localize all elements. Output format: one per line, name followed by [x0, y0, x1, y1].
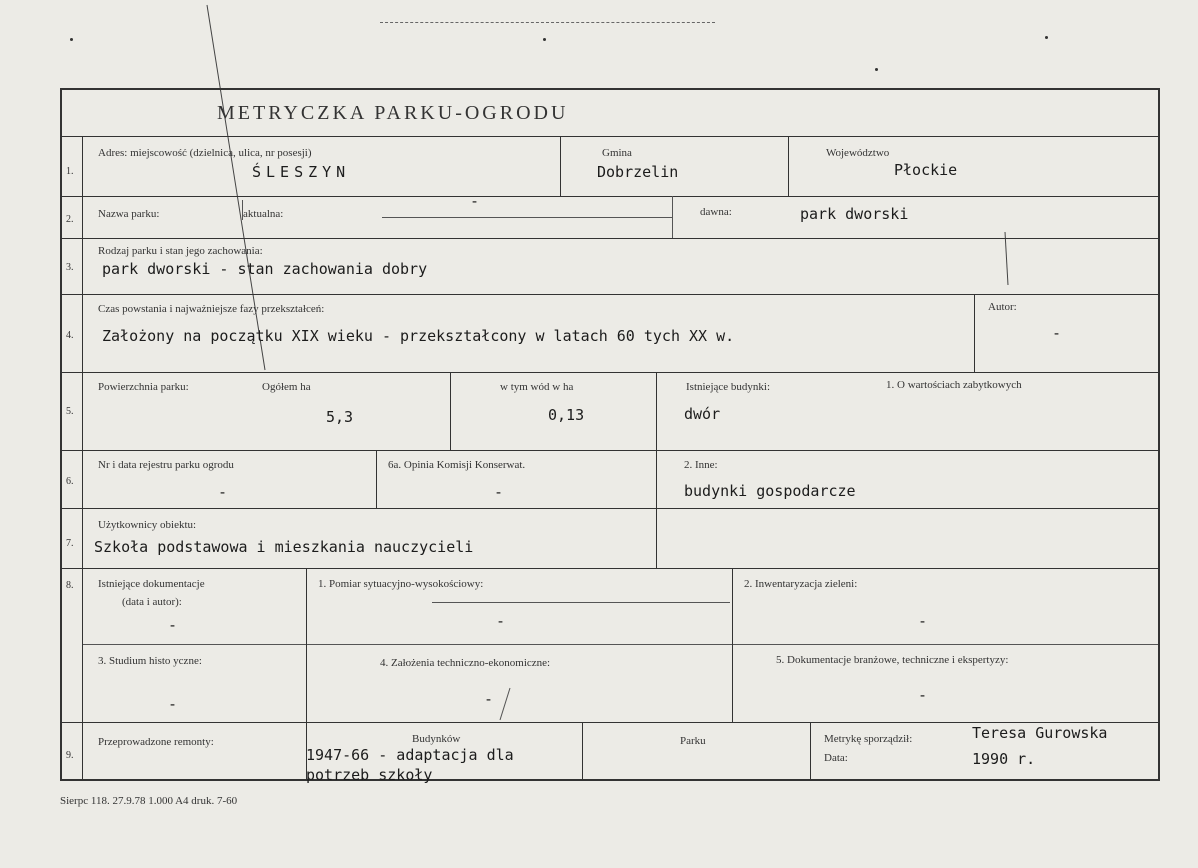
voivodeship-label: Województwo	[826, 147, 890, 159]
row-number: 4.	[66, 330, 74, 341]
voivodeship-value: Płockie	[894, 161, 958, 179]
monuments-label: 1. O wartościach zabytkowych	[886, 379, 1022, 391]
row-divider	[62, 450, 1158, 451]
register-label: Nr i data rejestru parku ogrodu	[98, 459, 234, 471]
row-number: 6.	[66, 476, 74, 487]
cell-divider	[974, 294, 975, 372]
row-number: 3.	[66, 262, 74, 273]
repairs-label: Przeprowadzone remonty:	[98, 736, 214, 748]
current-name-label: aktualna:	[243, 208, 284, 220]
row-number: 8.	[66, 580, 74, 591]
author-label: Autor:	[988, 301, 1017, 313]
former-name-value: park dworski	[800, 205, 909, 223]
row-divider	[82, 644, 1158, 645]
park-area-label: Powierzchnia parku:	[98, 381, 189, 393]
park-type-label: Rodzaj parku i stan jego zachowania:	[98, 245, 263, 257]
row-number: 2.	[66, 214, 74, 225]
row-divider	[62, 294, 1158, 295]
total-area-label: Ogółem ha	[262, 381, 311, 393]
gmina-value: Dobrzelin	[597, 163, 679, 181]
park-repairs-label: Parku	[680, 735, 706, 747]
gmina-label: Gmina	[602, 147, 632, 159]
address-label: Adres: miejscowość (dzielnica, ulica, nr posesji)	[98, 147, 312, 159]
cell-divider	[376, 450, 377, 508]
opinion-label: 6a. Opinia Komisji Konserwat.	[388, 459, 526, 471]
buildings-repairs-value: 1947-66 - adaptacja dla	[306, 746, 514, 764]
register-value: -	[218, 483, 228, 501]
cell-divider	[732, 568, 733, 722]
row-number: 1.	[66, 166, 74, 177]
row-number: 7.	[66, 538, 74, 549]
users-label: Użytkownicy obiektu:	[98, 519, 197, 531]
assumptions-value: -	[484, 690, 494, 708]
opinion-value: -	[494, 483, 504, 501]
branch-docs-value: -	[918, 686, 928, 704]
park-type-value: park dworski - stan zachowania dobry	[102, 260, 428, 278]
address-value: ŚLESZYN	[252, 163, 351, 181]
current-name-value: -	[470, 192, 480, 210]
monuments-value: dwór	[684, 405, 721, 423]
assumptions-label: 4. Założenia techniczno-ekonomiczne:	[380, 657, 551, 669]
cell-divider	[788, 136, 789, 196]
cell-divider	[810, 722, 811, 781]
row-divider	[62, 372, 1158, 373]
water-area-label: w tym wód w ha	[500, 381, 574, 393]
cell-divider	[582, 722, 583, 781]
docs-value: -	[168, 616, 178, 634]
park-name-label: Nazwa parku:	[98, 208, 160, 220]
former-name-label: dawna:	[700, 206, 732, 218]
row-number: 9.	[66, 750, 74, 761]
docs-label: Istniejące dokumentacje	[98, 578, 205, 590]
other-buildings-label: 2. Inne:	[684, 459, 718, 471]
other-buildings-value: budynki gospodarcze	[684, 482, 856, 500]
docs-label-sub: (data i autor):	[122, 596, 182, 608]
cell-divider	[450, 372, 451, 450]
date-value: 1990 r.	[972, 750, 1036, 768]
historical-study-value: -	[168, 695, 178, 713]
row-number: 5.	[66, 406, 74, 417]
row-divider	[62, 568, 1158, 569]
author-value: -	[1052, 324, 1062, 342]
cell-divider	[560, 136, 561, 196]
cell-divider	[306, 568, 307, 722]
form-title: METRYCZKA PARKU-OGRODU	[217, 102, 569, 124]
row-divider	[62, 508, 1158, 509]
branch-docs-label: 5. Dokumentacje branżowe, techniczne i ekspertyzy:	[776, 654, 1009, 666]
number-column-divider	[82, 136, 83, 781]
existing-buildings-label: Istniejące budynki:	[686, 381, 771, 393]
row-divider	[62, 722, 1158, 723]
historical-study-label: 3. Studium histo yczne:	[98, 655, 202, 667]
users-value: Szkoła podstawowa i mieszkania nauczycieli	[94, 538, 474, 556]
buildings-repairs-value-2: potrzeb szkoły	[306, 766, 433, 784]
history-phases-label: Czas powstania i najważniejsze fazy przekształceń:	[98, 303, 325, 315]
form-card	[60, 88, 1160, 784]
inventory-label: 2. Inwentaryzacja zieleni:	[744, 578, 858, 590]
date-label: Data:	[824, 752, 848, 764]
survey-value: -	[496, 612, 506, 630]
survey-label: 1. Pomiar sytuacyjno-wysokościowy:	[318, 578, 484, 590]
cell-divider	[656, 372, 657, 568]
fill-line	[432, 602, 730, 603]
row-divider	[62, 196, 1158, 197]
prepared-by-value: Teresa Gurowska	[972, 724, 1108, 742]
cell-divider	[672, 196, 673, 238]
print-footer: Sierpc 118. 27.9.78 1.000 A4 druk. 7-60	[60, 795, 238, 807]
buildings-repairs-label: Budynków	[412, 733, 461, 745]
fill-line	[382, 217, 672, 218]
total-area-value: 5,3	[326, 408, 354, 426]
history-phases-value: Założony na początku XIX wieku - przekształcony w latach 60 tych XX w.	[102, 327, 735, 345]
row-divider	[62, 136, 1158, 137]
water-area-value: 0,13	[548, 406, 585, 424]
prepared-by-label: Metrykę sporządził:	[824, 733, 913, 745]
row-divider	[62, 238, 1158, 239]
inventory-value: -	[918, 612, 928, 630]
